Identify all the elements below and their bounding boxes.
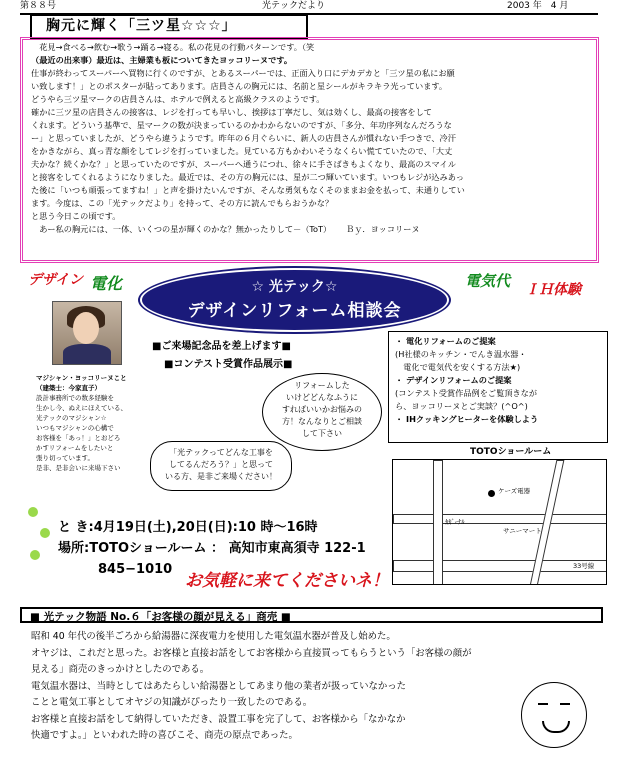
article-line: 仕事が終わってスーパーへ買物に行くのですが、とあるスーパーでは、正面入り口にデカデカと「三ツ星の私にお願 (31, 68, 455, 78)
bubble-line: いる方、是非ご来場ください！ (165, 472, 277, 481)
article-line: あー私の胸元には、一体、いくつの星が輝くのかな？無かったりして－（ToT） Ｂｙ．ヨッコリーヌ (31, 224, 420, 234)
story-title: ■ 光テック物語 No.６「お客様の顔が見える」商売 ■ (20, 607, 603, 623)
consultation-banner (140, 268, 449, 332)
cartoon-face (521, 682, 587, 748)
presenter-photo (52, 301, 122, 365)
story-line: 快適ですよ。」といわれた時の喜びこそ、商売の原点であった。 (31, 730, 298, 741)
offer-line: ・ デザインリフォームのご提案 (395, 375, 512, 385)
event-where: 場所:TOTOショールーム ： 高知市東高須寺 122-1 (58, 541, 366, 556)
story-body (31, 629, 511, 745)
tag-ih: ＩＨ体験 (525, 282, 581, 298)
offer-line: ・ 電化リフォームのご提案 (395, 336, 496, 346)
banner-line-2: デザインリフォーム相談会 (187, 301, 402, 321)
map-road-horizontal (393, 514, 607, 524)
story-line: オヤジは、これだと思った。お客様と直接お話をしてお客様から直接買ってもらうという「お客様の顔が (31, 647, 472, 659)
article-line: どうやら三ツ星マークの店員さんは、ホテルで例えると高級クラスのようです。 (31, 94, 325, 104)
event-when: と き:4月19日(土),20日(日):10 時〜16時 (58, 520, 318, 535)
article-line: い致します！」とのポスターが貼ってあります。店員さんの胸元には、名前と星シールがキラキラ光っています。 (31, 81, 448, 91)
profile-line: いつもマジシャンの心構で (36, 424, 114, 432)
flower-icon (30, 550, 40, 560)
tag-denkidai: 電気代 (465, 272, 511, 290)
article-line: をかきながら、真っ青な顔をしてレジを打っていました。見ている方もかわいそうなくらい慌てていたので、「大丈 (31, 146, 453, 156)
face-shape (73, 312, 99, 344)
profile-line: （建築士：今家直子） (36, 384, 101, 392)
body-shape (63, 344, 111, 364)
issue-number: 第８８号 (20, 1, 57, 11)
map-route: 33号線 (573, 562, 595, 570)
article-line: くれます。どういう基準で、星マークの数が決まっているのかわからないのですが、「多分、年功序列なんだろうな (31, 120, 452, 130)
bubble-line: 方！なんなりとご相談 (282, 417, 362, 426)
come-visit: お気軽に来てくださいネ！ (185, 571, 389, 591)
article-line: と接客をしてくれるようになりました。最近では、その方の胸元には、星が二つ輝いています。いつもレジが込みあっ (31, 172, 464, 182)
article-line: ます。今度は、この「光テックだより」を持って、その方に読んでもらおうかな？ (31, 198, 334, 208)
story-line: 電気温水器は、当時としてはあたらしい給湯器としてあまり他の業者が扱っていなかった (31, 680, 407, 692)
profile-line: かすリフォームをしたいと (36, 444, 114, 452)
profile-text (36, 373, 146, 473)
offer-line: ら、ヨッコリーヌとご実談？(^O^) (395, 401, 528, 411)
story-line: 昭和 40 年代の後半ごろから給湯器に深夜電力を使用した電気温水器が普及し始めた。 (31, 631, 396, 642)
map-road-vertical (433, 460, 443, 585)
bubble-line: いけどどんなふうに (286, 393, 358, 402)
article-line: （最近の出来事）最近は、主婦業も板についてきたヨッコリーヌです。 (31, 55, 293, 65)
profile-line: マジシャン・ヨッコリーヌこと (36, 374, 127, 382)
speech-bubble-welcome (150, 441, 292, 491)
gift-line-2: ■コンテスト受賞作品展示■ (164, 359, 293, 370)
profile-line: お客様を「あっ！」とおどろ (36, 434, 121, 442)
offer-line: (コンテスト受賞作品例をご覧頂きなが (395, 388, 538, 398)
banner-line-1: ☆ 光テック☆ (251, 279, 338, 295)
flower-icon (28, 507, 38, 517)
map-place-3: サニーマート (503, 527, 542, 535)
article-line: た後に「いつも頑張ってますね！」と声を掛けたいんですが、そんな勇気もなくそのままお金を払って、未通りしてい (31, 185, 465, 195)
tag-design: デザイン (28, 272, 84, 288)
offer-box (388, 331, 608, 443)
profile-line: 是非、是非会いに来場下さい (36, 464, 121, 472)
article-line: 確かに三ツ星の店員さんの接客は、レジを打っても早いし、挨拶は丁寧だし、気は効くし、最高の接客をして (31, 107, 432, 117)
story-line: 見える」商売のきっかけとしたのである。 (31, 664, 210, 675)
map-place-1: ケーズ電器 (498, 487, 531, 495)
feature-title: 胸元に輝く「三ツ星☆☆☆」 (30, 14, 308, 39)
issue-date: 2003 年 4 月 (507, 1, 569, 11)
bubble-line: して下さい (302, 429, 342, 438)
story-line: ことと電気工事としてオヤジの知識がぴったり一致したのである。 (31, 697, 313, 708)
article-line: 夫かな？続くかな？」と思っていたのですが、スーパーへ通うにつれ、徐々に手さばきもよくなり、最高のスマイル (31, 159, 456, 169)
bubble-line: リフォームした (294, 381, 350, 390)
bubble-line: すればいいかお悩みの (282, 405, 362, 414)
newsletter-header (20, 0, 598, 15)
article-line: と思う今日この頃です。 (31, 211, 121, 221)
map-title: TOTOショールーム (470, 447, 552, 457)
event-tel: 845−1010 (98, 562, 173, 577)
story-line: お客様と直接お話をして納得していただき、設置工事を完了して、お客様から「なかなか (31, 713, 406, 725)
tag-electrification: 電化 (90, 274, 123, 293)
newsletter-name: 光テックだより (262, 1, 326, 11)
flower-icon (40, 528, 50, 538)
access-map (392, 459, 607, 585)
showroom-marker (488, 490, 495, 497)
bubble-line: 「光テックってどんな工事を (169, 448, 273, 457)
cartoon-smile (542, 721, 570, 733)
article-line: ー」と思っていましたが、どうやら違うようです。昨年の６月ぐらいに、新人の店員さんが慣れない手つきで、冷汗 (31, 133, 456, 143)
cartoon-eye (538, 703, 548, 709)
bubble-line: してるんだろう？」と思って (169, 460, 273, 469)
offer-line: ・ IHクッキングヒーターを体験しよう (395, 414, 539, 424)
offer-line: 電化で電気代を安くする方法★) (395, 362, 521, 372)
article-body (31, 41, 591, 236)
profile-line: 光テックのマジシャン☆ (36, 414, 107, 422)
speech-bubble-consult (262, 373, 382, 451)
profile-line: 生かし今、ぬえにほえている、 (36, 404, 127, 412)
profile-line: 設計事務所での数多経験を (36, 394, 114, 402)
map-place-2: ｶｶﾞｰﾅﾙ (445, 518, 465, 526)
cartoon-eye (560, 703, 570, 709)
article-line: 花見→食べる→飲む→歌う→踊る→寝る。私の花見の行動パターンです。（笑 (31, 42, 315, 52)
offer-line: (H社様のキッチン・でんき温水器・ (395, 349, 527, 359)
profile-line: 張り切っています。 (36, 454, 94, 462)
gift-line-1: ■ご来場記念品を差上げます■ (152, 341, 291, 352)
